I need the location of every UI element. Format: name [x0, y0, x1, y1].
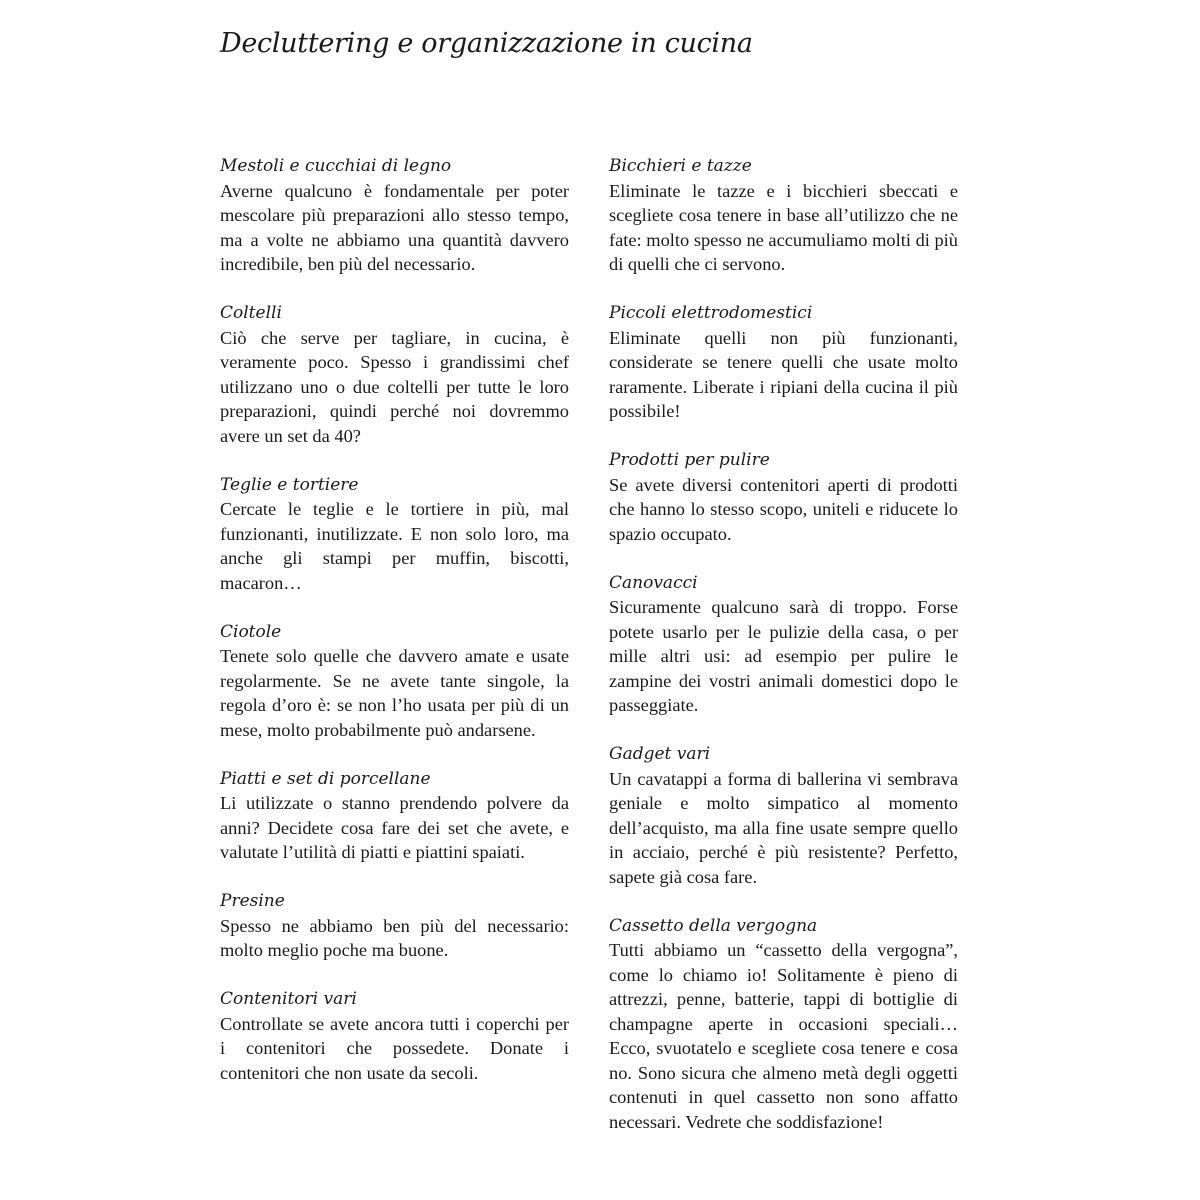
section-body: Tenete solo quelle che davvero amate e usate regolarmente. Se ne avete tante singole, la regola d’oro è: se non l’ho usata per più di un mese, molto probabilmente può andarsene. [220, 646, 569, 740]
section-presine [220, 889, 569, 963]
section-prodotti [609, 448, 958, 546]
section-mestoli [220, 154, 569, 277]
section-heading: Contenitori vari [220, 989, 357, 1009]
section-body: Tutti abbiamo un “cassetto della vergogna”, come lo chiamo io! Solitamente è pieno di attrezzi, penne, batterie, tappi di bottiglie di champagne aperte in occasioni speciali… Ecco, svuotatelo e scegliete cosa tenere e cosa no. Sono sicura che almeno metà degli oggetti contenuti in quel cassetto non sono affatto necessari. Vedrete che soddisfazione! [609, 940, 958, 1132]
section-body: Un cavatappi a forma di ballerina vi sembrava geniale e molto simpatico al momento dell’acquisto, ma alla fine usate sempre quello in acciaio, perché è più resistente? Perfetto, sapete già cosa fare. [609, 768, 958, 887]
section-heading: Ciotole [220, 621, 282, 642]
section-body: Eliminate quelli non più funzionanti, considerate se tenere quelli che usate molto raramente. Liberate i ripiani della cucina il più possibile! [609, 327, 958, 421]
section-contenitori [220, 987, 569, 1085]
section-body: Eliminate le tazze e i bicchieri sbeccati e scegliete cosa tenere in base all’utilizzo che ne fate: molto spesso ne accumuliamo molti di più di quelli che ci servono. [609, 180, 958, 274]
section-heading: Canovacci [609, 572, 698, 593]
section-heading: Cassetto della vergogna [609, 915, 818, 936]
section-elettrodomestici [609, 301, 958, 424]
section-body: Ciò che serve per tagliare, in cucina, è veramente poco. Spesso i grandissimi chef utilizzano uno o due coltelli per tutte le loro preparazioni, quindi perché noi dovremmo avere un set da 40? [220, 327, 569, 446]
section-heading: Gadget vari [609, 744, 711, 764]
section-heading: Presine [220, 891, 285, 911]
section-cassetto [609, 914, 958, 1135]
section-body: Controllate se avete ancora tutti i coperchi per i contenitori che possedete. Donate i contenitori che non usate da secoli. [220, 1013, 569, 1083]
section-piatti [220, 767, 569, 865]
section-bicchieri [609, 154, 958, 277]
section-body: Cercate le teglie e le tortiere in più, mal funzionanti, inutilizzate. E non solo loro, ma anche gli stampi per muffin, biscotti, macaron… [220, 499, 569, 593]
section-heading: Mestoli e cucchiai di legno [220, 156, 452, 176]
section-body: Li utilizzate o stanno prendendo polvere da anni? Decidete cosa fare dei set che avete, e valutate l’utilità di piatti e piattini spaiati. [220, 793, 569, 862]
section-body: Averne qualcuno è fondamentale per poter mescolare più preparazioni allo stesso tempo, ma a volte ne abbiamo una quantità davvero incredibile, ben più del necessario. [220, 180, 569, 274]
section-heading: Teglie e tortiere [220, 474, 359, 495]
section-body: Spesso ne abbiamo ben più del necessario: molto meglio poche ma buone. [220, 915, 569, 960]
section-coltelli [220, 301, 569, 448]
section-heading: Piatti e set di porcellane [220, 768, 431, 789]
section-gadget [609, 742, 958, 889]
section-heading: Bicchieri e tazze [609, 156, 752, 176]
section-body: Se avete diversi contenitori aperti di prodotti che hanno lo stesso scopo, uniteli e riducete lo spazio occupato. [609, 474, 958, 544]
section-heading: Piccoli elettrodomestici [609, 303, 813, 323]
section-teglie [220, 473, 569, 596]
section-body: Sicuramente qualcuno sarà di troppo. Forse potete usarlo per le pulizie della casa, o per mille altri usi: ad esempio per pulire le zampine dei vostri animali domestici dopo le passeggiate. [609, 597, 958, 715]
section-canovacci [609, 571, 958, 718]
section-ciotole [220, 620, 569, 743]
right-column [609, 154, 958, 1159]
page-title: Decluttering e organizzazione in cucina [220, 28, 753, 59]
section-heading: Coltelli [220, 303, 282, 323]
left-column [220, 154, 569, 1110]
section-heading: Prodotti per pulire [609, 450, 770, 470]
